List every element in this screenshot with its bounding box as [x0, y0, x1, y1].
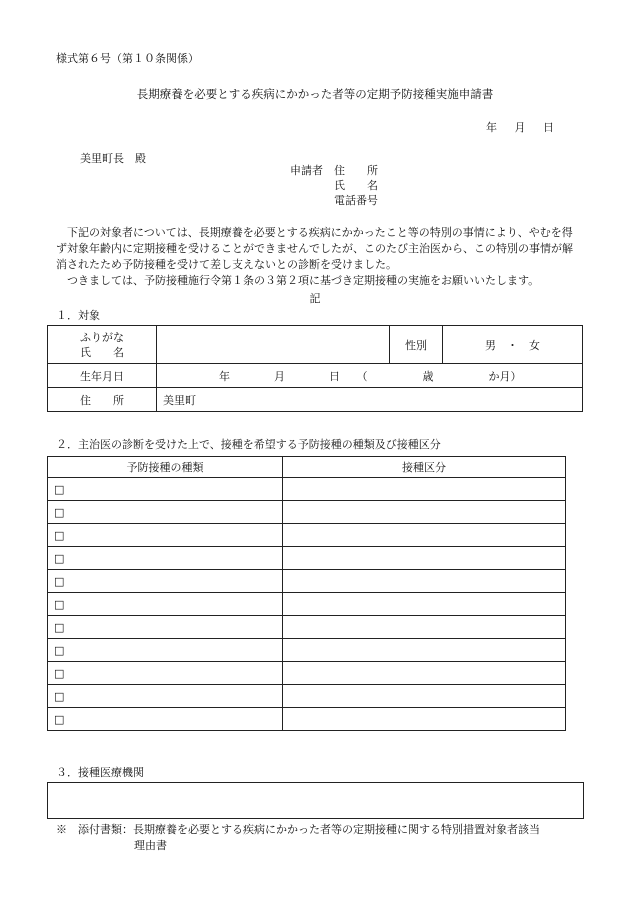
address-value[interactable]: 美里町: [157, 388, 583, 412]
vaccine-category-cell[interactable]: [283, 478, 566, 501]
vaccine-checkbox[interactable]: □: [54, 712, 65, 726]
vaccine-row: [48, 639, 566, 662]
furigana-label: ふりがな: [80, 330, 124, 344]
vaccine-category-cell[interactable]: [283, 547, 566, 570]
document-title: 長期療養を必要とする疾病にかかった者等の定期予防接種実施申請書: [136, 87, 494, 101]
request-body: [56, 225, 576, 289]
vaccine-category-cell[interactable]: [283, 662, 566, 685]
vaccine-category-cell[interactable]: [283, 570, 566, 593]
vaccine-type-cell[interactable]: [48, 616, 283, 639]
vaccine-row: [48, 524, 566, 547]
vaccine-category-header: 接種区分: [283, 457, 566, 478]
vaccine-type-header: 予防接種の種類: [48, 457, 283, 478]
vaccine-type-cell[interactable]: [48, 547, 283, 570]
vaccine-checkbox[interactable]: □: [54, 620, 65, 634]
applicant-name-label: 氏 名: [334, 179, 378, 192]
vaccine-checkbox[interactable]: □: [54, 689, 65, 703]
body-paragraph-1: 下記の対象者については、長期療養を必要とする疾病にかかったこと等の特別の事情により、やむを得ず対象年齢内に定期接種を受けることができませんでしたが、このたび主治医から、この特別の事情が解消されたため予防接種を受けて差し支えないとの診断を受けました。: [56, 226, 573, 271]
date-line: [486, 119, 554, 135]
note-mark: ※: [56, 823, 67, 836]
section1-heading: １．対象: [56, 309, 100, 322]
vaccine-category-cell[interactable]: [283, 501, 566, 524]
ki-marker: 記: [309, 292, 321, 305]
form-reference: 様式第６号（第１０条関係）: [56, 52, 199, 65]
vaccine-row: [48, 685, 566, 708]
name-label: 氏 名: [80, 345, 124, 359]
vaccine-type-cell[interactable]: [48, 708, 283, 731]
body-paragraph-2: つきましては、予防接種施行令第１条の３第２項に基づき定期接種の実施をお願いいたします。: [67, 274, 540, 287]
note-line-2: 理由書: [134, 839, 167, 852]
applicant-block: [290, 163, 394, 208]
vaccine-category-cell[interactable]: [283, 524, 566, 547]
vaccine-type-cell[interactable]: [48, 478, 283, 501]
name-label-cell: [48, 326, 157, 364]
vaccine-row: [48, 501, 566, 524]
vaccine-row: [48, 662, 566, 685]
vaccine-category-cell[interactable]: [283, 593, 566, 616]
vaccine-type-cell[interactable]: [48, 685, 283, 708]
vaccine-row: [48, 570, 566, 593]
vaccine-checkbox[interactable]: □: [54, 597, 65, 611]
date-month: 月: [514, 121, 526, 134]
attachment-note: [56, 822, 540, 854]
vaccine-type-cell[interactable]: [48, 524, 283, 547]
vaccine-type-cell[interactable]: [48, 593, 283, 616]
vaccine-type-cell[interactable]: [48, 501, 283, 524]
subject-table: [47, 325, 583, 412]
vaccine-checkbox[interactable]: □: [54, 505, 65, 519]
vaccine-table: [47, 456, 566, 731]
date-year: 年: [486, 121, 497, 134]
vaccine-row: [48, 593, 566, 616]
vaccine-checkbox[interactable]: □: [54, 551, 65, 565]
vaccine-checkbox[interactable]: □: [54, 574, 65, 588]
date-day: 日: [543, 121, 554, 134]
birth-fields[interactable]: 年 月 日 （ 歳 か月）: [157, 364, 583, 388]
section2-heading: ２．主治医の診断を受けた上で、接種を希望する予防接種の種類及び接種区分: [56, 438, 441, 451]
vaccine-row: [48, 478, 566, 501]
vaccine-type-cell[interactable]: [48, 639, 283, 662]
vaccine-category-cell[interactable]: [283, 685, 566, 708]
applicant-role: 申請者: [290, 164, 323, 177]
vaccine-row: [48, 547, 566, 570]
vaccine-type-cell[interactable]: [48, 662, 283, 685]
address-label: 住 所: [48, 388, 157, 412]
vaccine-row: [48, 708, 566, 731]
section3-heading: ３．接種医療機関: [56, 766, 144, 779]
vaccine-category-cell[interactable]: [283, 708, 566, 731]
vaccine-category-cell[interactable]: [283, 616, 566, 639]
vaccine-category-cell[interactable]: [283, 639, 566, 662]
note-line-1: 添付書類：長期療養を必要とする疾病にかかった者等の定期接種に関する特別措置対象者該当: [78, 823, 540, 836]
vaccine-type-cell[interactable]: [48, 570, 283, 593]
addressee: 美里町長 殿: [80, 152, 146, 165]
applicant-address-label: 住 所: [334, 164, 378, 177]
name-input-cell[interactable]: [157, 326, 390, 364]
vaccine-row: [48, 616, 566, 639]
sex-options[interactable]: 男 ・ 女: [443, 326, 583, 364]
birth-label: 生年月日: [48, 364, 157, 388]
medical-institution-field[interactable]: [47, 782, 584, 819]
vaccine-checkbox[interactable]: □: [54, 528, 65, 542]
vaccine-checkbox[interactable]: □: [54, 666, 65, 680]
vaccine-checkbox[interactable]: □: [54, 643, 65, 657]
applicant-phone-label: 電話番号: [334, 194, 378, 207]
sex-label: 性別: [390, 326, 443, 364]
vaccine-checkbox[interactable]: □: [54, 482, 65, 496]
